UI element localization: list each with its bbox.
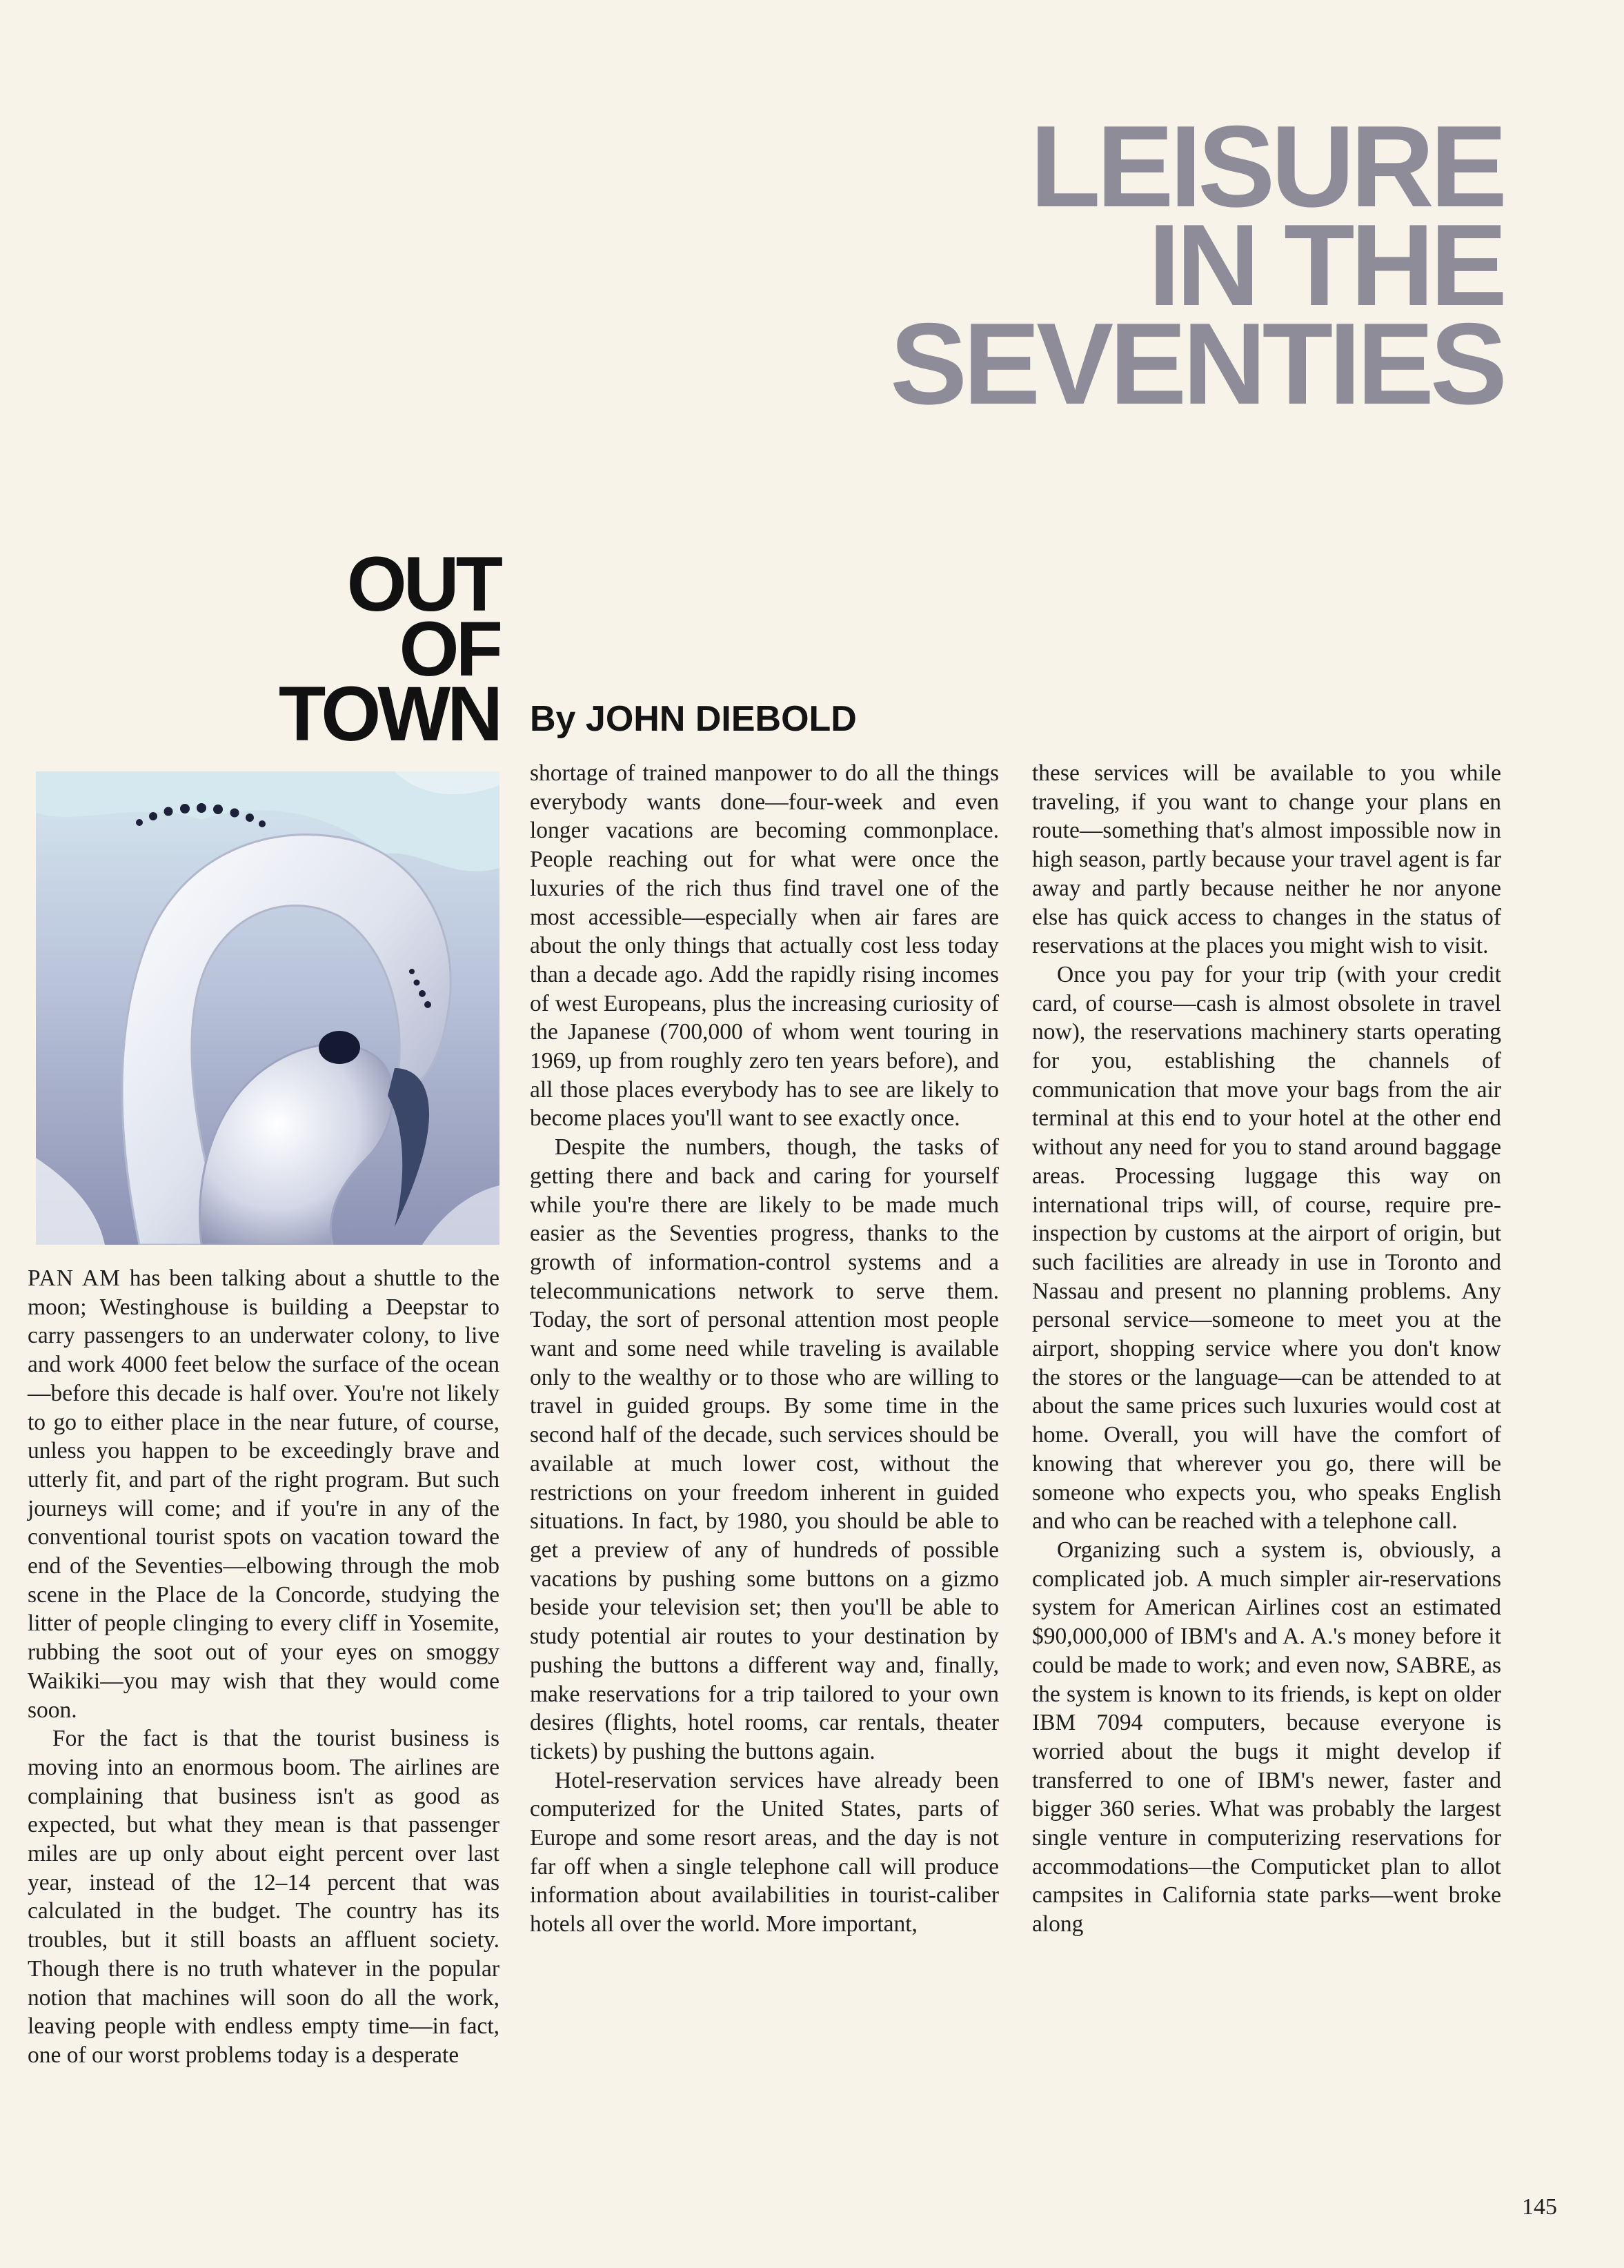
kicker-line-1: LEISURE [1029,101,1503,231]
page-number: 145 [1522,2194,1557,2220]
paragraph: For the fact is that the tourist business is moving into an enormous boom. The airlines are complaining that business isn't as good as expected, but what they mean is that passenger miles are up only about eight percent over last year, instead of the 12–14 percent that was calculated in the budget. The country has its troubles, but it still boasts an affluent society. Though there is no truth whatever in the popular notion that machines will soon do all the work, leaving people with endless empty time—in fact, one of our worst problems today is a desperate [28,1726,499,2068]
column-3 [1032,759,1501,1939]
swan-illustration [36,771,499,1245]
paragraph: shortage of trained manpower to do all the things everybody wants done—four-week and even longer vacations are becoming commonplace. People reaching out for what were once the luxuries of the rich thus find travel one of the most accessible—especially when air fares are about the only things that actually cost less today than a decade ago. Add the rapidly rising incomes of west Europeans, plus the increasing curiosity of the Japanese (700,000 of whom went touring in 1969, up from roughly zero ten years before), and all those places everybody has to see are likely to become places you'll want to see exactly once. [530,760,999,1132]
lead-in: PAN AM [28,1265,121,1291]
swan-illustration-svg [36,771,499,1245]
paragraph: Once you pay for your trip (with your credit card, of course—cash is almost obsolete in travel now), the reservations machinery starts operating for you, establishing the channels of communication that move your bags from the air terminal at this end to your hotel at the other end without any need for you to stand around baggage areas. Processing luggage this way on international trips will, of course, require pre-inspection by customs at the airport of origin, but such facilities are already in use in Toronto and Nassau and present no planning problems. Any personal service—someone to meet you at the airport, shopping service where you don't know the stores or the language—can be attended to at about the same prices such luxuries would cost at home. Overall, you will have the comfort of knowing that wherever you go, there will be someone who expects you, who speaks English and who can be reached with a telephone call. [1032,961,1501,1535]
article-headline [278,541,499,758]
kicker-line-3: SEVENTIES [890,298,1503,428]
column-1 [28,1264,499,2070]
kicker-line-2: IN THE [1148,199,1503,330]
headline-line-2: OF [399,606,499,693]
headline-line-1: OUT [346,541,499,627]
headline-line-3: TOWN [278,671,499,758]
paragraph: Organizing such a system is, obviously, a complicated job. A much simpler air-reservations system for American Airlines cost an estimated $90,000,000 of IBM's and A. A.'s money before it could be made to work; and even now, SABRE, as the system is known to its friends, is kept on older IBM 7094 computers, because everyone is worried about the bugs it might develop if transferred to one of IBM's newer, faster and bigger 360 series. What was probably the largest single venture in computerizing reservations for accommodations—the Computicket plan to allot campsites in California state parks—went broke along [1032,1537,1501,1937]
paragraph: Hotel-reservation services have already been computerized for the United States, parts of Europe and some resort areas, and the day is not far off when a single telephone call will produce information about availabilities in tourist-caliber hotels all over the world. More important, [530,1767,999,1937]
column-2 [530,759,999,1939]
paragraph: these services will be available to you while traveling, if you want to change your plans en route—something that's almost impossible now in high season, partly because your travel agent is far away and partly because neither he nor anyone else has quick access to changes in the status of reservations at the places you might wish to visit. [1032,760,1501,959]
paragraph [28,1264,499,1724]
series-kicker [890,101,1503,428]
paragraph: Despite the numbers, though, the tasks of getting there and back and caring for yourself while you're there are likely to be made much easier as the Seventies progress, thanks to the growth of information-control systems and a telecommunications network to serve them. Today, the sort of personal attention most people want and some need while traveling is available only to the wealthy or to those who are willing to travel in guided groups. By some time in the second half of the decade, such services should be available at much lower cost, without the restrictions on your freedom inherent in guided situations. In fact, by 1980, you should be able to get a preview of any of hundreds of possible vacations by pushing some buttons on a gizmo beside your television set; then you'll be able to study potential air routes to your destination by pushing the buttons a different way and, finally, make reservations for a trip tailored to your own desires (flights, hotel rooms, car rentals, theater tickets) by pushing the buttons again. [530,1134,999,1764]
byline: By JOHN DIEBOLD [530,699,857,739]
paragraph-text: has been talking about a shuttle to the moon; Westinghouse is building a Deepstar to carry passengers to an underwater colony, to live and work 4000 feet below the surface of the ocean—before this decade is half over. You're not likely to go to either place in the near future, of course, unless you happen to be exceedingly brave and utterly fit, and part of the right program. But such journeys will come; and if you're in any of the conventional tourist spots on vacation toward the end of the Seventies—elbowing through the mob scene in the Place de la Concorde, studying the litter of people clinging to every cliff in Yosemite, rubbing the soot out of your eyes on smoggy Waikiki—you may wish that they would come soon. [28,1265,500,1723]
